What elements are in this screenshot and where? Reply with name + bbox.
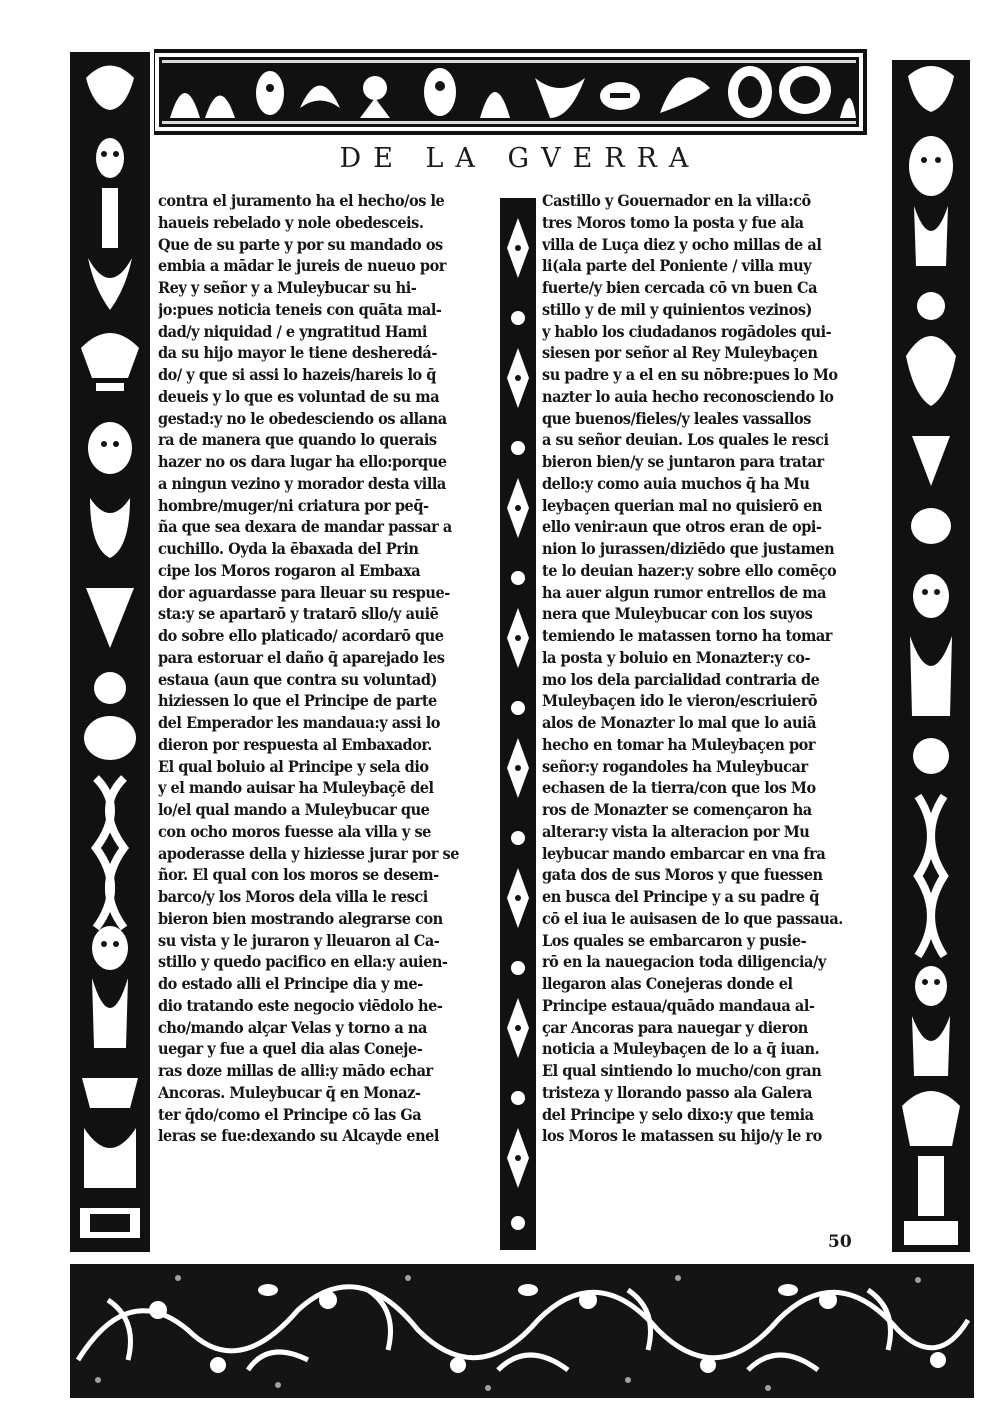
right-text-column	[542, 190, 882, 1147]
text-line: nera que Muleybucar con los suyos	[542, 604, 813, 624]
text-line: El qual sintiendo lo mucho/con gran	[542, 1061, 822, 1080]
running-title: DE LA GVERRA	[339, 143, 701, 174]
text-line: estaua (aun que contra su voluntad)	[158, 669, 437, 689]
text-line: jo:pues noticia teneis con quāta mal-	[158, 299, 442, 319]
text-line: dad/y niquidad / e yngratitud Hami	[158, 321, 427, 341]
text-line: ras doze millas de alli:y mādo echar	[158, 1061, 433, 1080]
text-line: del Emperador les mandaua:y assi lo	[158, 713, 440, 732]
text-line: lo/el qual mando a Muleybucar que	[158, 800, 430, 819]
text-line: cuchillo. Oyda la ēbaxada del Prin	[158, 539, 419, 558]
text-line: con ocho moros fuesse ala villa y se	[158, 821, 431, 841]
text-line: ello venir:aun que otros eran de opi-	[542, 517, 822, 537]
text-line: gata dos de sus Moros y que fuessen	[542, 865, 823, 885]
text-line: Muleybaçen ido le vieron/escriuierō	[542, 691, 818, 711]
text-line: ter q̄do/como el Principe cō las Ga	[158, 1104, 422, 1124]
text-line: temiendo le matassen torno ha tomar	[542, 626, 832, 645]
woodcut-pilaster-left-icon	[66, 48, 154, 1256]
text-line: sta:y se apartarō y tratarō sllo/y auiē	[158, 604, 439, 624]
text-line: uegar y fue a quel dia alas Coneje-	[158, 1039, 423, 1059]
text-line: dor aguardasse para lleuar su respue-	[158, 582, 450, 602]
text-line: tres Moros tomo la posta y fue ala	[542, 212, 804, 232]
bottom-rinceaux-border	[68, 1260, 976, 1402]
text-line: nion lo jurassen/diziēdo que justamen	[542, 539, 835, 558]
woodcut-frieze-icon	[150, 48, 868, 136]
column-divider	[497, 198, 539, 1250]
text-line: en busca del Principe y a su padre q̄	[542, 887, 819, 906]
text-line: a su señor deuian. Los quales le resci	[542, 430, 829, 450]
text-line: da su hijo mayor le tiene desheredá-	[158, 343, 437, 363]
woodcut-rinceaux-icon	[68, 1260, 976, 1402]
top-frieze-border	[150, 48, 868, 136]
left-text-column	[158, 190, 498, 1147]
text-line: Rey y señor y a Muleybucar su hi-	[158, 278, 417, 297]
text-line: apoderasse della y hiziesse jurar por se	[158, 843, 459, 863]
text-line: hazer no os dara lugar ha ello:porque	[158, 452, 447, 471]
text-line: cho/mando alçar Velas y torno a na	[158, 1017, 427, 1037]
text-line: a ningun vezino y morador desta villa	[158, 473, 446, 493]
text-line: del Principe y selo dixo:y que temia	[542, 1104, 814, 1124]
woodcut-pilaster-right-icon	[888, 56, 974, 1256]
text-line: te lo deuian hazer:y sobre ello comēço	[542, 560, 837, 580]
text-line: fuerte/y bien cercada cō vn buen Ca	[542, 278, 818, 297]
text-line: nazter lo auia hecho reconosciendo lo	[542, 386, 834, 406]
text-line: tristeza y llorando passo ala Galera	[542, 1082, 812, 1102]
text-line: y hablo los ciudadanos rogādoles qui-	[542, 321, 832, 341]
text-line: Que de su parte y por su mandado os	[158, 234, 443, 254]
text-line: embia a mādar le jureis de nueuo por	[158, 256, 446, 276]
text-line: stillo y quedo pacifico en ella:y auien-	[158, 952, 448, 972]
text-line: alterar:y vista la alteracion por Mu	[542, 821, 810, 841]
text-line: El qual boluio al Principe y sela dio	[158, 756, 429, 776]
text-line: contra el juramento ha el hecho/os le	[158, 191, 445, 210]
text-line: dello:y como auia muchos q̄ ha Mu	[542, 473, 810, 493]
text-line: noticia a Muleybaçen de lo a q̄ iuan.	[542, 1039, 820, 1059]
text-line: cō el iua le auisasen de lo que passaua.	[542, 908, 843, 928]
text-line: Castillo y Gouernador en la villa:cō	[542, 191, 811, 210]
floral-column-divider-icon	[497, 198, 539, 1250]
text-line: ñor. El qual con los moros se desem-	[158, 865, 439, 885]
text-line: do/ y que si assi lo hazeis/hareis lo q̄	[158, 365, 436, 384]
text-line: bieron bien mostrando alegrarse con	[158, 908, 443, 928]
text-line: su vista y le juraron y lleuaron al Ca-	[158, 930, 440, 950]
text-line: alos de Monazter lo mal que lo auiā	[542, 713, 817, 732]
right-pilaster-border	[888, 56, 974, 1256]
text-line: do estado alli el Principe dia y me-	[158, 974, 423, 993]
text-line: para estoruar el daño q̄ aparejado les	[158, 647, 445, 667]
text-line: leybucar mando embarcar en vna fra	[542, 843, 826, 863]
text-line: rō en la nauegacion toda diligencia/y	[542, 952, 826, 972]
text-line: ros de Monazter se començaron ha	[542, 800, 812, 819]
text-line: señor:y rogandoles ha Muleybucar	[542, 756, 808, 776]
text-line: ha auer algun rumor entrellos de ma	[542, 582, 827, 602]
text-line: ña que sea dexara de mandar passar a	[158, 517, 452, 537]
text-line: mo los dela parcialidad contraria de	[542, 669, 820, 689]
text-line: hiziessen lo que el Principe de parte	[158, 691, 437, 711]
text-line: y el mando auisar ha Muleybaçē del	[158, 778, 434, 798]
text-line: Los quales se embarcaron y pusie-	[542, 930, 807, 950]
folio-number: 50	[828, 1232, 852, 1252]
text-line: que buenos/fieles/y leales vassallos	[542, 408, 811, 428]
text-line: Ancoras. Muleybucar q̄ en Monaz-	[158, 1082, 421, 1102]
text-line: villa de Luça diez y ocho millas de al	[542, 234, 822, 254]
text-line: do sobre ello platicado/ acordarō que	[158, 626, 444, 645]
text-line: deueis y lo que es voluntad de su ma	[158, 386, 440, 406]
text-line: los Moros le matassen su hijo/y le ro	[542, 1126, 822, 1146]
text-line: la posta y boluio en Monazter:y co-	[542, 647, 811, 667]
text-line: leras se fue:dexando su Alcayde enel	[158, 1126, 439, 1146]
text-line: llegaron alas Conejeras donde el	[542, 974, 793, 993]
text-line: dieron por respuesta al Embaxador.	[158, 734, 432, 754]
text-line: echasen de la tierra/con que los Mo	[542, 778, 816, 798]
text-line: Principe estaua/quādo mandaua al-	[542, 995, 815, 1015]
text-line: stillo y de mil y quinientos vezinos)	[542, 299, 812, 319]
text-line: haueis rebelado y nole obedesceis.	[158, 212, 424, 232]
text-line: hecho en tomar ha Muleybaçen por	[542, 734, 815, 754]
text-line: dio tratando este negocio viēdolo he-	[158, 995, 443, 1015]
text-line: li(ala parte del Poniente / villa muy	[542, 256, 812, 276]
left-pilaster-border	[66, 48, 154, 1256]
text-line: leybaçen querian mal no quisierō en	[542, 495, 822, 515]
text-line: bieron bien/y se juntaron para tratar	[542, 452, 824, 471]
text-line: su padre y a el en su nōbre:pues lo Mo	[542, 365, 838, 384]
text-line: cipe los Moros rogaron al Embaxa	[158, 560, 421, 580]
text-line: barco/y los Moros dela villa le resci	[158, 887, 428, 906]
text-line: ra de manera que quando lo querais	[158, 430, 437, 450]
text-line: hombre/muger/ni criatura por peq̄-	[158, 495, 429, 515]
text-line: gestad:y no le obedesciendo os allana	[158, 408, 447, 428]
text-line: siesen por señor al Rey Muleybaçen	[542, 343, 818, 363]
text-line: çar Ancoras para nauegar y dieron	[542, 1017, 808, 1037]
